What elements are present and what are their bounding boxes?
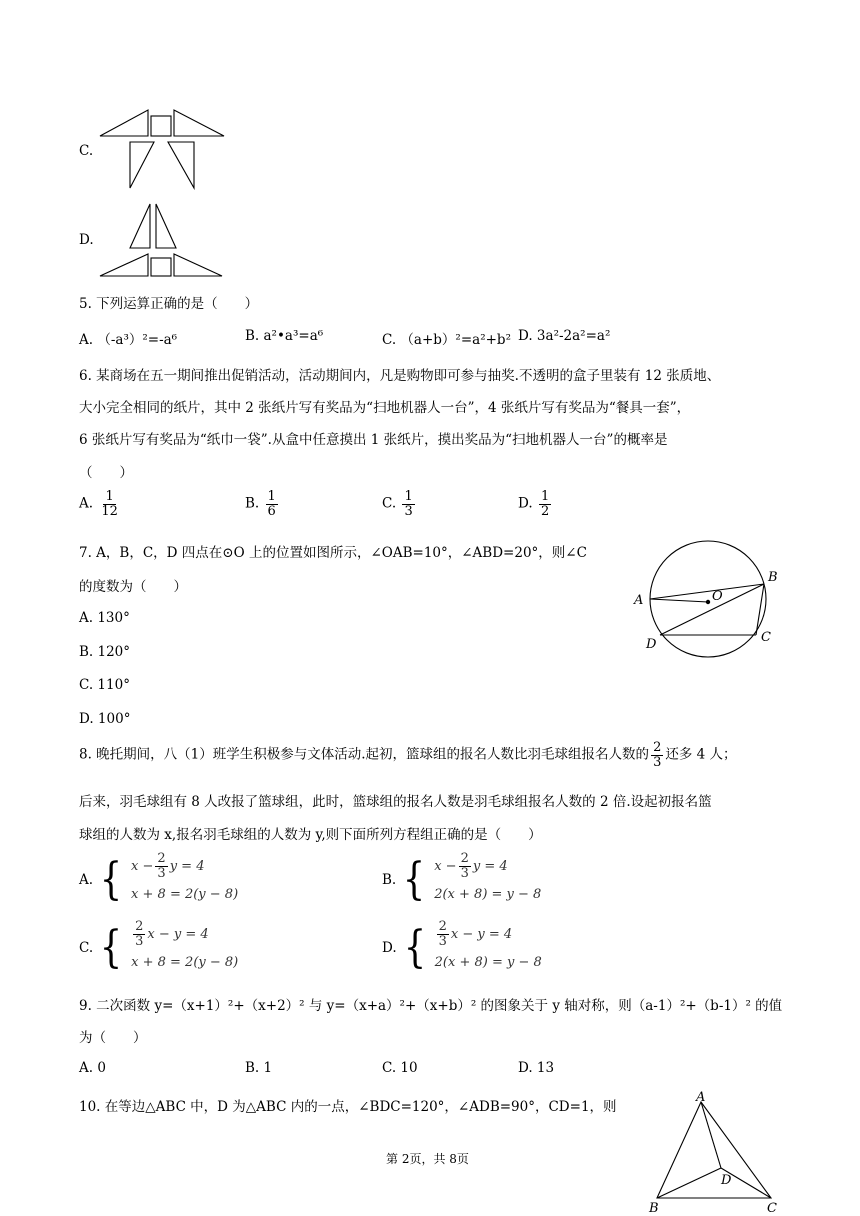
q9-line-1: 9. 二次函数 y=（x+1）²+（x+2）² 与 y=（x+a）²+（x+b）² 的图象关于 y 轴对称，则（a-1）²+（b-1）² 的值 [79, 998, 783, 1014]
q8-option-d-label: D. [382, 940, 397, 956]
q5-stem: 5. 下列运算正确的是（ ） [79, 296, 259, 312]
q7-option-c: C. 110° [79, 677, 130, 693]
q8-fraction-den: 3 [653, 754, 662, 770]
q8-a-frac-den: 3 [157, 865, 166, 881]
q8-b-eq1b: y = 4 [472, 858, 508, 874]
q6-option-c [382, 490, 417, 518]
q7-label-d: D [646, 637, 657, 652]
q8-c-eq2: x + 8 = 2(y − 8) [131, 954, 239, 970]
q8-d-frac-num: 2 [438, 918, 447, 934]
q7-circle [650, 541, 766, 657]
q8-option-d-brace: { [403, 922, 426, 973]
q8-option-a-brace: { [99, 854, 123, 905]
q8-option-c [79, 920, 238, 976]
q8-option-a-eq1 [131, 852, 238, 880]
q8-option-c-label: C. [79, 940, 94, 956]
q7-option-a: A. 130° [79, 610, 130, 626]
q6-option-a-fraction [99, 490, 120, 518]
q4-option-c-figure [98, 108, 228, 192]
q5-option-a: A. （-a³）²=-a⁶ [79, 332, 178, 348]
q8-option-d [382, 920, 542, 976]
q8-option-b-label: B. [382, 872, 397, 888]
q8-d-eq1b: x − y = 4 [450, 926, 513, 942]
q8-line-3: 球组的人数为 x,报名羽毛球组的人数为 y,则下面所列方程组正确的是（ ） [79, 827, 542, 843]
q6-option-a-den: 12 [101, 503, 118, 519]
q7-line-2: 的度数为（ ） [79, 579, 187, 595]
page-footer: 第 2页，共 8页 [386, 1152, 469, 1166]
q8-a-eq2: x + 8 = 2(y − 8) [131, 886, 239, 902]
q8-option-a-label: A. [79, 872, 94, 888]
q8-fraction [651, 741, 663, 769]
q6-option-b [245, 490, 280, 518]
q8-b-frac [459, 852, 471, 880]
q8-line-1b: 还多 4 人； [665, 746, 737, 763]
q8-b-frac-num: 2 [460, 850, 469, 866]
q6-option-a-num: 1 [105, 489, 114, 504]
q8-c-frac-num: 2 [135, 918, 144, 934]
q10-triangle-figure [645, 1088, 785, 1216]
q6-option-d [518, 490, 553, 518]
q9-option-c: C. 10 [382, 1060, 418, 1076]
q8-option-a [79, 852, 238, 908]
q7-label-o: O [712, 589, 723, 604]
q6-option-c-label: C. [382, 495, 397, 512]
q7-option-b: B. 120° [79, 644, 131, 660]
q8-line-1a: 8. 晚托期间，八（1）班学生积极参与文体活动.起初，篮球组的报名人数比羽毛球组报名人数的 [79, 746, 650, 763]
q7-label-a: A [634, 593, 644, 608]
q8-option-c-eq2 [131, 948, 238, 976]
q8-a-eq1b: y = 4 [169, 858, 205, 874]
q8-b-eq2: 2(x + 8) = y − 8 [434, 886, 542, 902]
q5-option-c: C. （a+b）²=a²+b² [382, 332, 511, 348]
q6-option-a-label: A. [79, 495, 94, 512]
q6-option-d-label: D. [518, 495, 533, 512]
q9-option-d: D. 13 [518, 1060, 555, 1076]
q10-label-b: B [649, 1201, 659, 1216]
q6-line-3: 6 张纸片写有奖品为“纸巾一袋”.从盒中任意摸出 1 张纸片，摸出奖品为“扫地机器人一台”的概率是 [79, 432, 668, 448]
q4-option-c-label: C. [79, 143, 94, 159]
q5-option-d: D. 3a²-2a²=a² [518, 328, 611, 344]
q8-a-eq1a: x − [131, 858, 154, 874]
q7-center-point [706, 600, 710, 604]
q8-option-b-brace: { [403, 854, 426, 905]
q8-line-2: 后来，羽毛球组有 8 人改报了篮球组，此时，篮球组的报名人数是羽毛球组报名人数的 2 倍.设起初报名篮 [79, 794, 712, 810]
q9-line-2: 为（ ） [79, 1030, 147, 1046]
q8-c-frac [133, 920, 145, 948]
q8-option-b [382, 852, 541, 908]
q8-d-eq2: 2(x + 8) = y − 8 [434, 954, 542, 970]
q7-label-c: C [761, 630, 771, 645]
q6-option-d-den: 2 [540, 503, 550, 519]
q8-option-c-eq1 [131, 920, 238, 948]
q6-option-d-fraction [539, 490, 551, 518]
q8-option-a-eq2 [131, 880, 238, 908]
q6-option-a [79, 490, 122, 518]
q10-line-1: 10. 在等边△ABC 中，D 为△ABC 内的一点，∠BDC=120°，∠ADB=90°，CD=1，则 [79, 1099, 617, 1115]
q7-circle-figure [628, 540, 788, 660]
q6-option-b-fraction [266, 490, 278, 518]
q4-option-d-label: D. [79, 232, 94, 248]
q6-option-c-den: 3 [404, 503, 413, 519]
q8-option-c-brace: { [99, 922, 123, 973]
q10-label-d: D [721, 1173, 732, 1188]
q7-line-1: 7. A，B，C，D 四点在⊙O 上的位置如图所示，∠OAB=10°，∠ABD=20°，则∠C [79, 545, 587, 561]
q8-d-frac-den: 3 [438, 933, 447, 949]
q7-label-b: B [768, 570, 778, 585]
q8-d-frac [437, 920, 449, 948]
q8-option-b-eq1 [434, 852, 541, 880]
q6-line-1: 6. 某商场在五一期间推出促销活动，活动期间内，凡是购物即可参与抽奖.不透明的盒子里装有 12 张质地、 [79, 368, 721, 384]
q10-label-c: C [767, 1201, 777, 1216]
q6-option-c-num: 1 [404, 489, 413, 504]
q9-option-b: B. 1 [245, 1060, 273, 1076]
q4-option-d-figure [98, 200, 228, 280]
q8-a-frac-num: 2 [157, 850, 166, 866]
q7-option-d: D. 100° [79, 711, 131, 727]
q6-option-b-label: B. [245, 495, 260, 512]
q8-b-frac-den: 3 [460, 865, 469, 881]
q6-option-d-num: 1 [540, 489, 550, 504]
q6-option-b-den: 6 [267, 503, 276, 519]
q8-option-d-eq1 [435, 920, 542, 948]
q8-b-eq1a: x − [434, 858, 457, 874]
q6-line-2: 大小完全相同的纸片，其中 2 张纸片写有奖品为“扫地机器人一台”，4 张纸片写有奖品为“餐具一套”， [79, 400, 691, 416]
q10-label-a: A [696, 1090, 706, 1105]
q8-a-frac [155, 852, 167, 880]
q8-option-b-eq2 [434, 880, 541, 908]
q8-c-eq1b: x − y = 4 [147, 926, 209, 942]
q5-option-b: B. a²•a³=a⁶ [245, 328, 324, 344]
q8-line-1 [79, 741, 737, 769]
q6-option-c-fraction [402, 490, 414, 518]
q8-option-d-eq2 [435, 948, 542, 976]
q6-line-4: （ ） [79, 465, 133, 481]
q8-c-frac-den: 3 [135, 933, 144, 949]
q6-option-b-num: 1 [267, 489, 276, 504]
q9-option-a: A. 0 [79, 1060, 106, 1076]
q8-fraction-num: 2 [653, 740, 662, 755]
